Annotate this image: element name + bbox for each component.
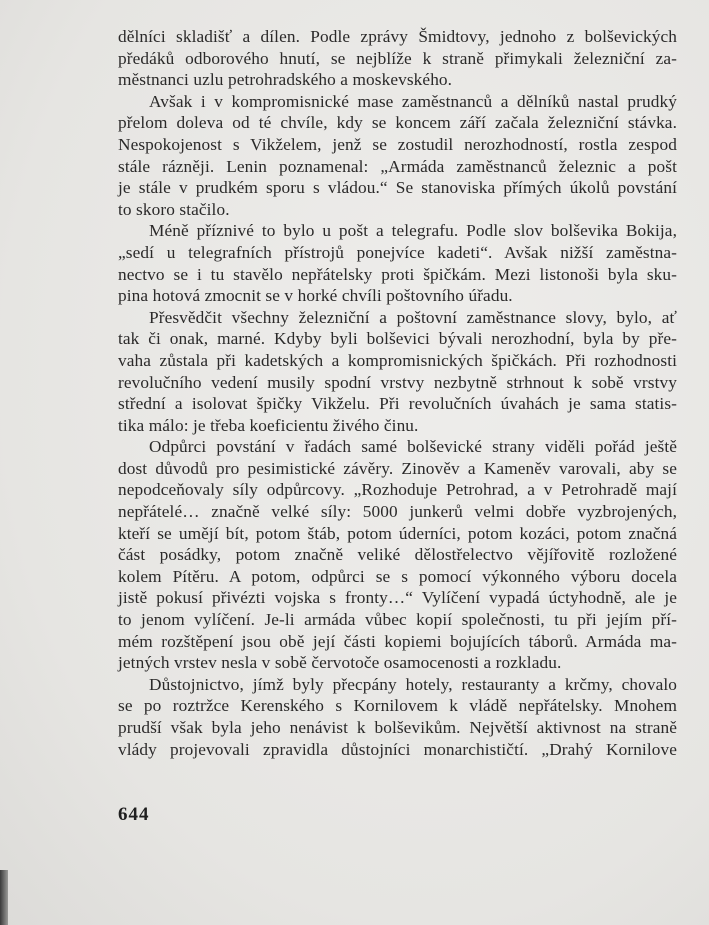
text-line: Méně příznivé to bylo u pošt a telegrafu. Podle slov bolševika Bokija,: [149, 221, 677, 241]
page-number: 644: [118, 804, 150, 825]
text-line: vaha zůstala při kadetských a kompromisnických špičkách. Při rozhodnosti: [118, 350, 677, 370]
text-line: pina hotová zmocnit se v horké chvíli poštovního úřadu.: [118, 286, 513, 306]
text-line: dělníci skladišť a dílen. Podle zprávy Šmidtovy, jednoho z bolševických: [118, 27, 677, 46]
text-line: nepřátelé… značně velké síly: 5000 junkerů velmi dobře vyzbrojených,: [118, 502, 677, 522]
paragraph: [118, 26, 677, 91]
scan-edge-shadow: [0, 870, 8, 925]
text-line: nectvo se i tu stavělo nepřátelsky proti špičkám. Mezi listonoši byla sku-: [118, 264, 677, 284]
text-line: revolučního vedení musily spodní vrstvy nezbytně strhnout k sobě vrstvy: [118, 372, 677, 392]
text-line: tika málo: je třeba koeficientu živého činu.: [118, 415, 419, 435]
paragraph: [118, 307, 677, 437]
text-line: vlády projevovali zpravidla důstojníci monarchističtí. „Drahý Kornilove: [118, 739, 677, 759]
text-line: jetných vrstev nesla v sobě červotoče osamocenosti a rozkladu.: [118, 653, 562, 673]
text-line: se po roztržce Kerenského s Kornilovem k vládě nepřátelsky. Mnohem: [118, 696, 677, 716]
text-line: část posádky, potom značně veliké dělostřelectvo vějířovitě rozložené: [118, 545, 677, 565]
text-line: kteří se umějí bít, potom štáb, potom úderníci, potom kozáci, potom značná: [118, 523, 677, 543]
text-line: prudší však byla jeho nenávist k bolševikům. Největší aktivnost na straně: [118, 718, 677, 737]
text-line: „sedí u telegrafních přístrojů ponejvíce kadeti“. Avšak nižší zaměstna-: [118, 242, 677, 262]
text-line: přelom doleva od té chvíle, kdy se koncem září začala železniční stávka.: [118, 113, 677, 133]
text-line: Odpůrci povstání v řadách samé bolševické strany viděli pořád ještě: [149, 437, 677, 457]
paragraph: [118, 436, 677, 674]
text-line: je stále v prudkém sporu s vládou.“ Se stanoviska přímých úkolů povstání: [118, 178, 677, 198]
body-text: [118, 26, 677, 760]
text-line: předáků odborového hnutí, se nejblíže k straně přimykali železniční za-: [118, 48, 677, 68]
text-line: Přesvědčit všechny železniční a poštovní zaměstnance slovy, bylo, ať: [149, 307, 677, 327]
text-line: mém rozštěpení jsou obě její části kopiemi bojujících táborů. Armáda ma-: [118, 631, 677, 651]
text-line: Nespokojenost s Vikželem, jenž se zostudil nerozhodností, rostla zespod: [118, 134, 677, 154]
text-line: dost důvodů pro pesimistické závěry. Zinověv a Kameněv varovali, aby se: [118, 458, 677, 478]
text-line: jistě pokusí přivézti vojska s fronty…“ Vylíčení vypadá úctyhodně, ale je: [118, 588, 677, 608]
paragraph: [118, 674, 677, 760]
text-line: Důstojnictvo, jímž byly přecpány hotely, restauranty a krčmy, chovalo: [149, 674, 677, 694]
text-line: střední a isolovat špičky Vikželu. Při revolučních úvahách je sama statis-: [118, 394, 677, 414]
text-line: to jenom vylíčení. Je-li armáda vůbec kopií společnosti, tu při jejím pří-: [118, 610, 677, 630]
paragraph: [118, 91, 677, 221]
text-line: Avšak i v kompromisnické mase zaměstnanců a dělníků nastal prudký: [149, 91, 677, 111]
text-line: to skoro stačilo.: [118, 199, 230, 219]
paragraph: [118, 220, 677, 306]
text-line: nepodceňovaly síly odpůrcovy. „Rozhoduje Petrohrad, a v Petrohradě mají: [118, 480, 677, 500]
text-line: stále rázněji. Lenin poznamenal: „Armáda zaměstnanců železnic a pošt: [118, 156, 677, 176]
text-line: kolem Pítěru. A potom, odpůrci se s pomocí výkonného výboru docela: [118, 566, 677, 586]
text-line: tak či onak, marné. Kdyby byli bolševici bývali nerozhodní, byla by pře-: [118, 329, 677, 349]
text-line: městnanci uzlu petrohradského a moskevského.: [118, 70, 453, 90]
